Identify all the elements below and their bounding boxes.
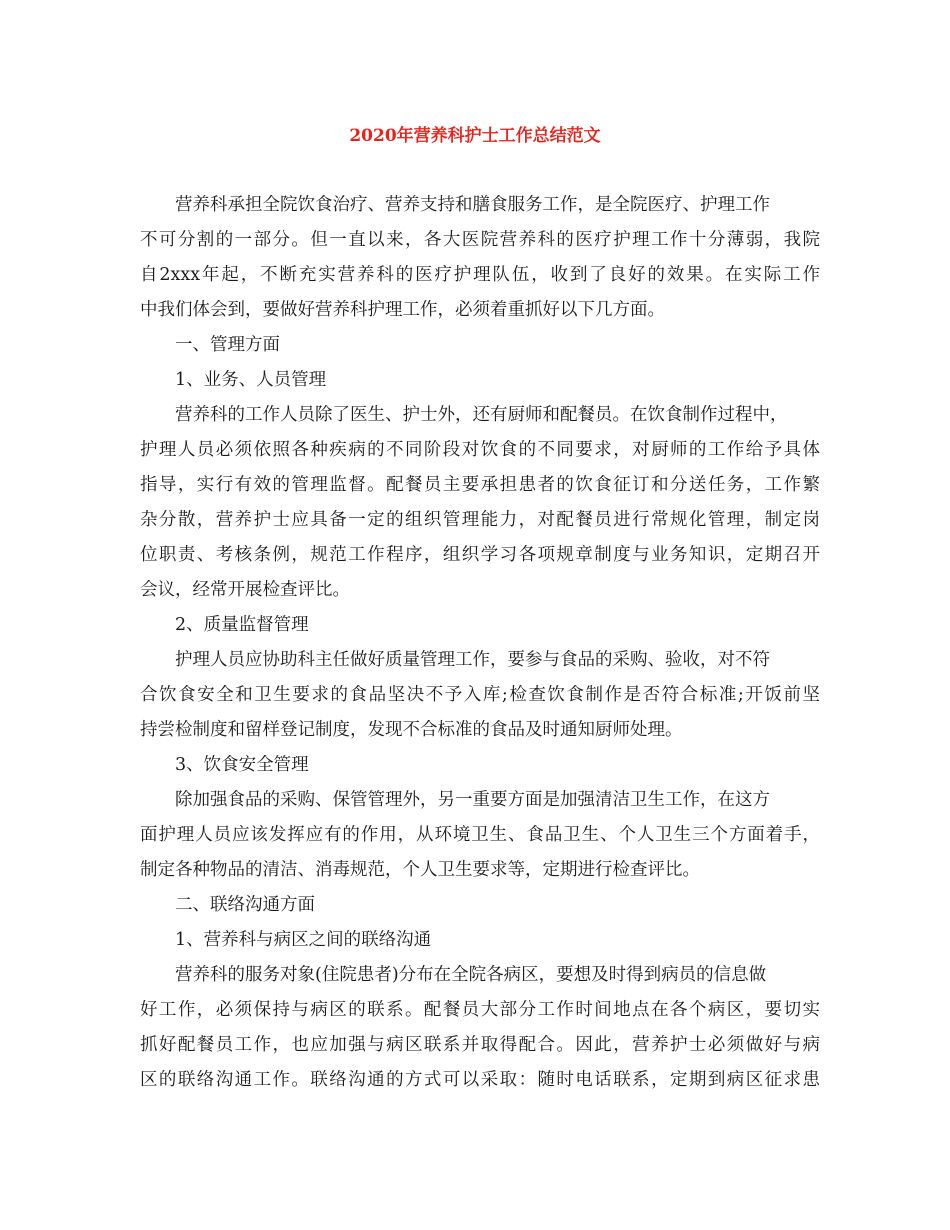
subsection-heading: 3、饮食安全管理	[175, 755, 309, 775]
paragraph-line: 区的联络沟通工作。联络沟通的方式可以采取：随时电话联系，定期到病区征求患	[140, 1070, 820, 1090]
subsection-heading: 1、业务、人员管理	[175, 370, 327, 390]
paragraph-line: 营养科的工作人员除了医生、护士外，还有厨师和配餐员。在饮食制作过程中，	[175, 405, 788, 425]
subsection-heading: 2、质量监督管理	[175, 615, 309, 635]
section-heading: 一、管理方面	[175, 335, 280, 355]
paragraph-line: 面护理人员应该发挥应有的作用，从环境卫生、食品卫生、个人卫生三个方面着手，	[140, 825, 820, 845]
document-title: 2020年营养科护士工作总结范文	[349, 126, 601, 146]
paragraph-line: 位职责、考核条例，规范工作程序，组织学习各项规章制度与业务知识，定期召开	[140, 545, 820, 565]
paragraph-line: 制定各种物品的清洁、消毒规范，个人卫生要求等，定期进行检查评比。	[140, 860, 700, 880]
paragraph-line: 会议，经常开展检查评比。	[140, 580, 350, 600]
paragraph-line: 不可分割的一部分。但一直以来，各大医院营养科的医疗护理工作十分薄弱，我院	[140, 230, 820, 250]
paragraph-line: 合饮食安全和卫生要求的食品坚决不予入库;检查饮食制作是否符合标准;开饭前坚	[140, 685, 820, 705]
paragraph-line: 中我们体会到，要做好营养科护理工作，必须着重抓好以下几方面。	[140, 300, 665, 320]
paragraph-line: 自2xxx年起，不断充实营养科的医疗护理队伍，收到了良好的效果。在实际工作	[140, 265, 820, 285]
paragraph-line: 抓好配餐员工作，也应加强与病区联系并取得配合。因此，营养护士必须做好与病	[140, 1035, 820, 1055]
subsection-heading: 1、营养科与病区之间的联络沟通	[175, 930, 432, 950]
paragraph-line: 护理人员必须依照各种疾病的不同阶段对饮食的不同要求，对厨师的工作给予具体	[140, 440, 820, 460]
paragraph-line: 杂分散，营养护士应具备一定的组织管理能力，对配餐员进行常规化管理，制定岗	[140, 510, 820, 530]
paragraph-line: 除加强食品的采购、保管管理外，另一重要方面是加强清洁卫生工作，在这方	[175, 790, 770, 810]
paragraph-line: 持尝检制度和留样登记制度，发现不合标准的食品及时通知厨师处理。	[140, 720, 683, 740]
section-heading: 二、联络沟通方面	[175, 895, 315, 915]
paragraph-line: 营养科的服务对象(住院患者)分布在全院各病区，要想及时得到病员的信息做	[175, 965, 767, 985]
paragraph-line: 好工作，必须保持与病区的联系。配餐员大部分工作时间地点在各个病区，要切实	[140, 1000, 820, 1020]
paragraph-line: 营养科承担全院饮食治疗、营养支持和膳食服务工作，是全院医疗、护理工作	[175, 195, 770, 215]
paragraph-line: 护理人员应协助科主任做好质量管理工作，要参与食品的采购、验收，对不符	[175, 650, 770, 670]
paragraph-line: 指导，实行有效的管理监督。配餐员主要承担患者的饮食征订和分送任务，工作繁	[140, 475, 820, 495]
